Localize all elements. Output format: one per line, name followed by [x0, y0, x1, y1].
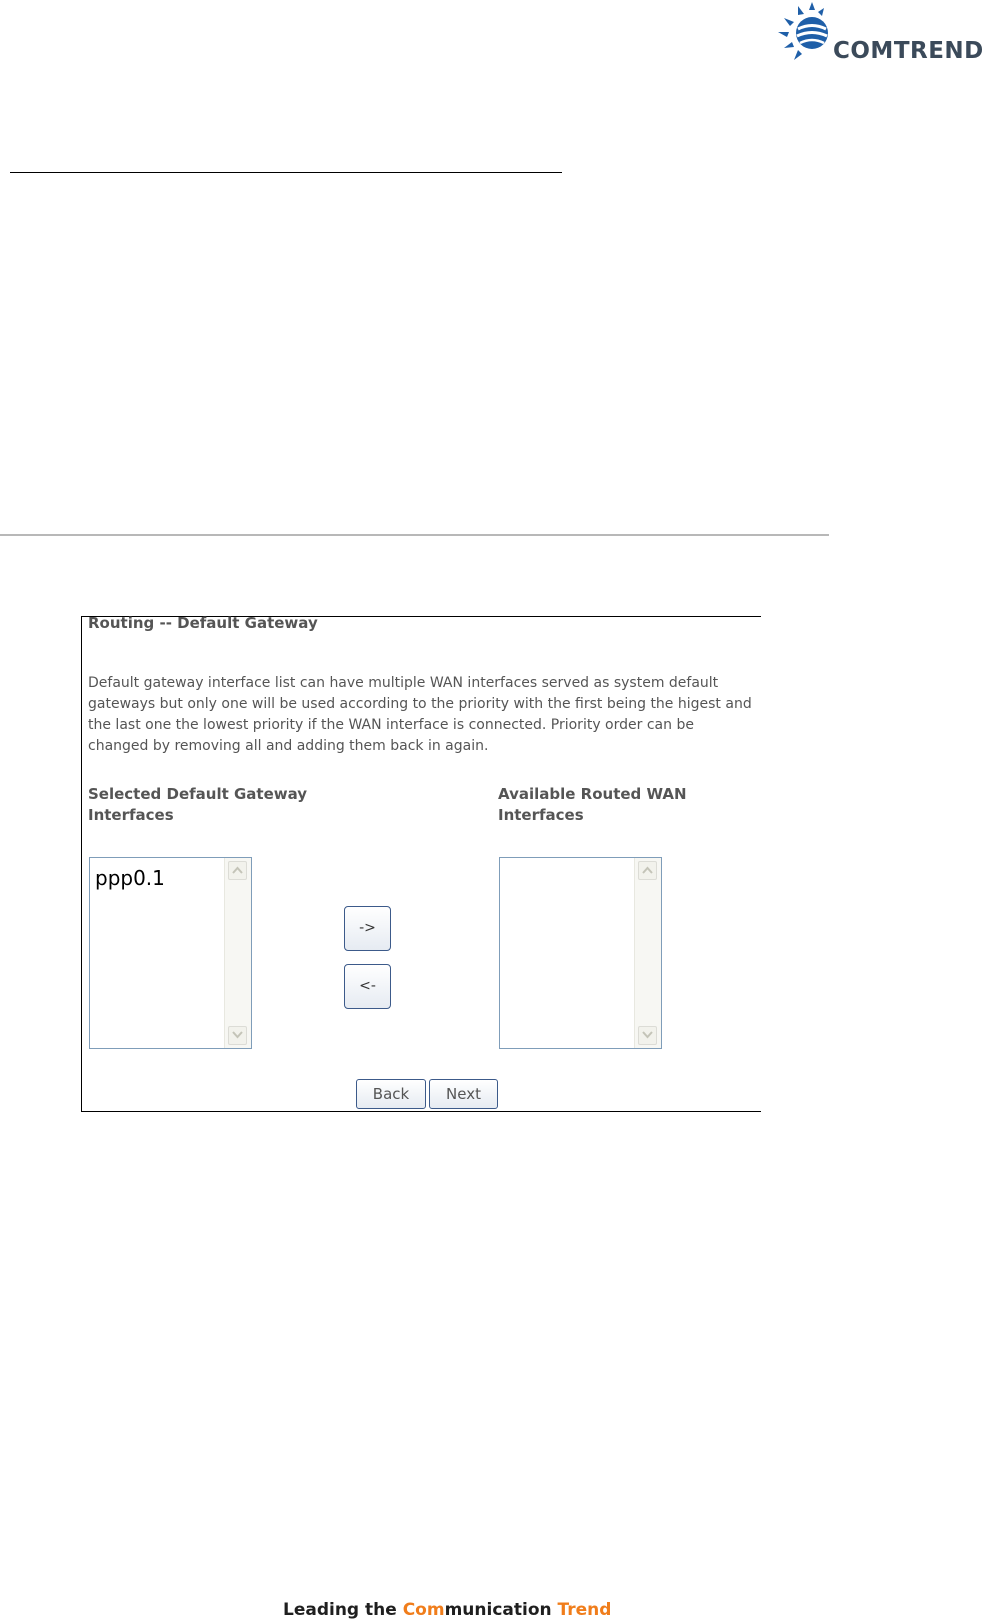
section-divider	[0, 534, 829, 536]
comtrend-logo-icon	[778, 2, 834, 66]
footer-tagline: Leading the Communication Trend	[283, 1600, 612, 1620]
comtrend-logo	[778, 2, 987, 66]
back-button[interactable]: Back	[356, 1079, 426, 1109]
scroll-up-arrow-icon	[232, 866, 243, 874]
remove-interface-button[interactable]: <-	[344, 964, 391, 1009]
selected-interfaces-label: Selected Default Gateway Interfaces	[88, 785, 308, 824]
add-interface-button[interactable]: ->	[344, 906, 391, 951]
top-rule	[10, 172, 562, 173]
vertical-scrollbar[interactable]	[224, 858, 251, 1048]
available-wan-listbox[interactable]	[499, 857, 662, 1049]
logo-wordmark: COMTREND	[833, 38, 984, 64]
vertical-scrollbar[interactable]	[634, 858, 661, 1048]
page-title: Routing -- Default Gateway	[88, 614, 318, 632]
scroll-down-button[interactable]	[228, 1026, 247, 1045]
description-text: Default gateway interface list can have multiple WAN interfaces served as system default gateways but only one will be used according to the priority with the first being the higest and the last one the lowest priority if the WAN interface is connected. Priority order can be changed by removing all and adding them back in again.	[88, 675, 752, 754]
next-button[interactable]: Next	[429, 1079, 498, 1109]
available-interfaces-label: Available Routed WAN Interfaces	[498, 785, 687, 824]
scroll-down-arrow-icon	[232, 1031, 243, 1039]
scroll-up-button[interactable]	[228, 861, 247, 880]
scroll-up-arrow-icon	[642, 866, 653, 874]
scroll-down-arrow-icon	[642, 1031, 653, 1039]
list-item[interactable]: ppp0.1	[95, 866, 165, 890]
scroll-down-button[interactable]	[638, 1026, 657, 1045]
scroll-up-button[interactable]	[638, 861, 657, 880]
selected-gateway-listbox[interactable]	[89, 857, 252, 1049]
